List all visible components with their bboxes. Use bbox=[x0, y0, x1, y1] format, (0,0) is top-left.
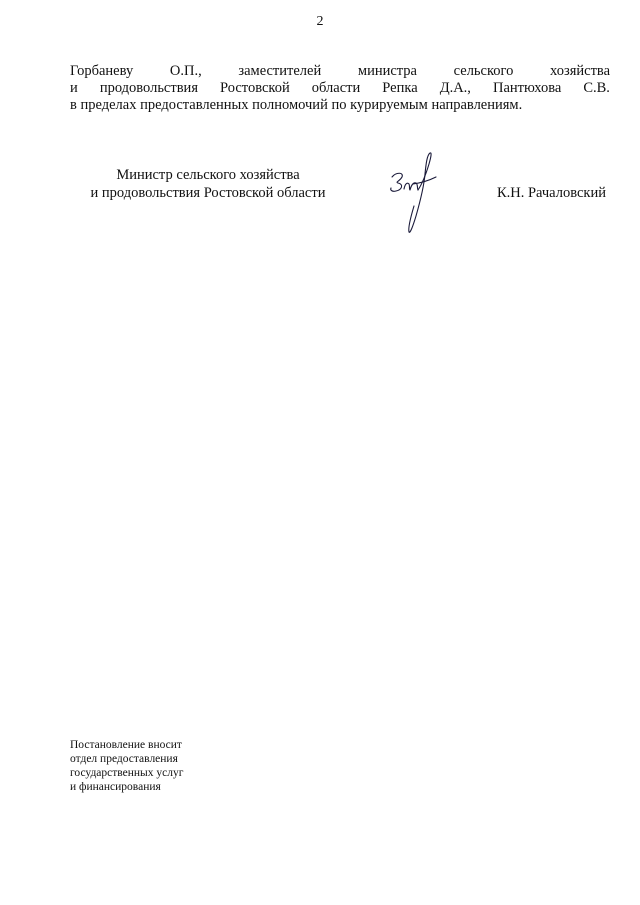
minister-title-line-2: и продовольствия Ростовской области bbox=[90, 185, 326, 201]
body-word: министра bbox=[357, 63, 417, 79]
footer-line: государственных услуг bbox=[70, 767, 184, 779]
page-number: 2 bbox=[316, 14, 324, 29]
body-line-1 bbox=[70, 63, 610, 80]
signer-name: К.Н. Рачаловский bbox=[496, 185, 606, 201]
handwritten-signature bbox=[380, 144, 450, 236]
footer-line: отдел предоставления bbox=[70, 753, 178, 765]
body-line-2 bbox=[70, 80, 610, 97]
body-word: С.В. bbox=[583, 80, 610, 96]
footer-line: Постановление вносит bbox=[70, 739, 182, 751]
body-word: Д.А., bbox=[439, 80, 471, 96]
body-word: и bbox=[70, 80, 78, 96]
body-word: продовольствия bbox=[99, 80, 198, 96]
body-word: Горбаневу bbox=[70, 63, 134, 79]
body-word: сельского bbox=[453, 63, 514, 79]
body-line-3: в пределах предоставленных полномочий по курируемым направлениям. bbox=[70, 97, 523, 113]
minister-title-line-1: Министр сельского хозяйства bbox=[116, 167, 300, 183]
body-word: хозяйства bbox=[550, 63, 610, 79]
body-word: Репка bbox=[382, 80, 418, 96]
minister-title bbox=[68, 166, 348, 202]
footer-line: и финансирования bbox=[70, 781, 161, 793]
signature-block bbox=[0, 166, 640, 246]
body-word: Ростовской bbox=[220, 80, 290, 96]
body-text bbox=[70, 63, 610, 114]
footer-note bbox=[70, 738, 183, 794]
body-word: Пантюхова bbox=[492, 80, 562, 96]
body-word: области bbox=[311, 80, 361, 96]
body-word: заместителей bbox=[238, 63, 322, 79]
body-word: О.П., bbox=[169, 63, 202, 79]
